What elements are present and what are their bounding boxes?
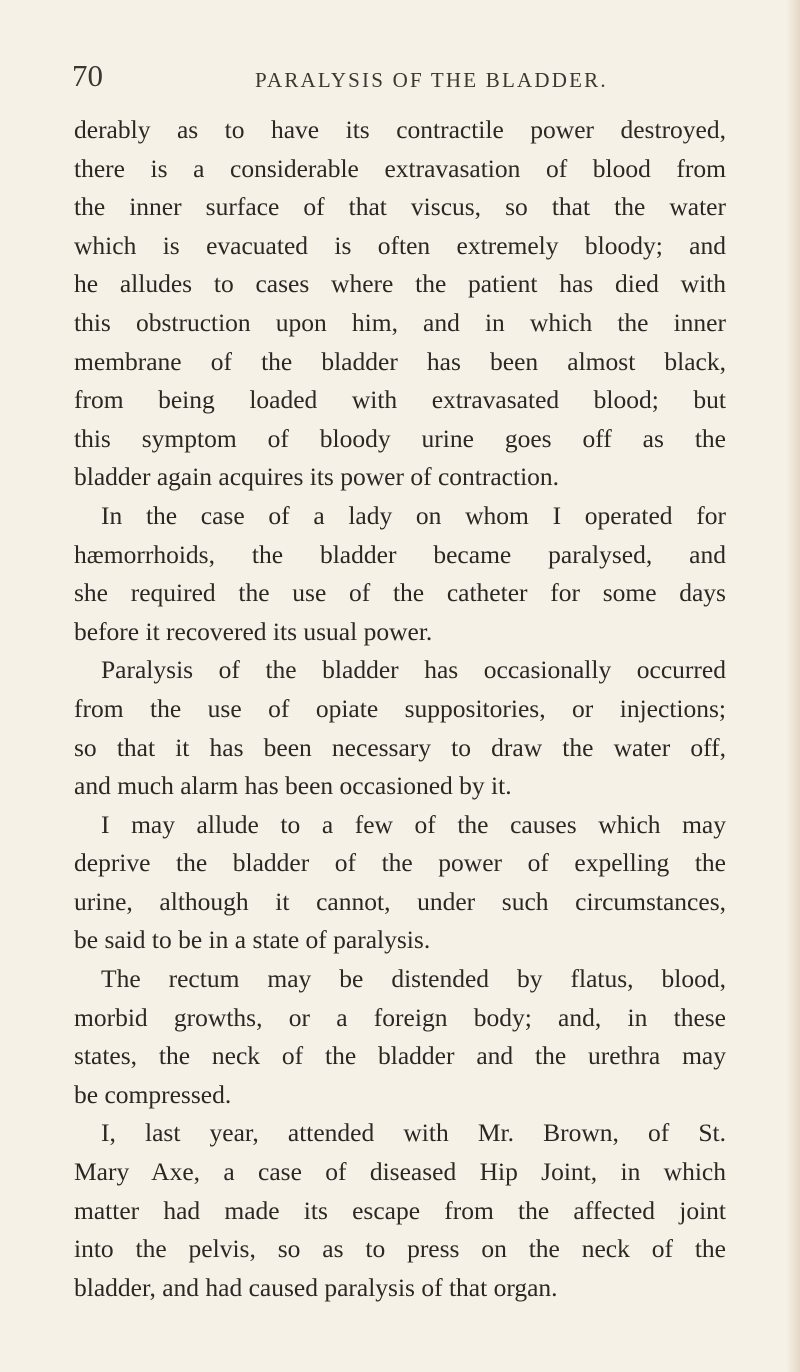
text-line: she required the use of the catheter for some days (74, 578, 726, 608)
text-line: deprive the bladder of the power of expelling the (74, 848, 726, 878)
paragraph-start-line: I may allude to a few of the causes which may (101, 809, 726, 839)
text-line: this symptom of bloody urine goes off as the (74, 423, 726, 453)
text-line: bladder, and had caused paralysis of that organ. (74, 1272, 558, 1302)
paragraph-start-line: Paralysis of the bladder has occasionally occurred (101, 655, 726, 685)
text-line: urine, although it cannot, under such circumstances, (74, 886, 726, 916)
text-line: he alludes to cases where the patient has died with (74, 269, 726, 299)
text-line: states, the neck of the bladder and the urethra may (74, 1041, 726, 1071)
running-title: PARALYSIS OF THE BLADDER. (255, 68, 608, 92)
text-line: membrane of the bladder has been almost black, (74, 346, 726, 376)
text-line: before it recovered its usual power. (74, 616, 433, 646)
paragraph-start-line: The rectum may be distended by flatus, blood, (101, 964, 726, 994)
text-line: hæmorrhoids, the bladder became paralysed, and (74, 539, 726, 569)
text-line: there is a considerable extravasation of blood from (74, 153, 726, 183)
text-line: Mary Axe, a case of diseased Hip Joint, in which (74, 1157, 726, 1187)
paragraph-start-line: In the case of a lady on whom I operated for (101, 500, 726, 530)
text-line: bladder again acquires its power of contraction. (74, 462, 560, 492)
page-number: 70 (72, 58, 103, 93)
text-line: from the use of opiate suppositories, or injections; (74, 693, 726, 723)
text-line: derably as to have its contractile power destroyed, (74, 115, 726, 144)
body-text (74, 111, 726, 1307)
text-line: from being loaded with extravasated blood; but (74, 385, 726, 415)
text-line: morbid growths, or a foreign body; and, in these (74, 1002, 726, 1032)
text-line: this obstruction upon him, and in which the inner (74, 307, 726, 337)
text-line: into the pelvis, so as to press on the neck of the (74, 1234, 726, 1264)
text-line: so that it has been necessary to draw the water off, (74, 732, 726, 762)
text-line: which is evacuated is often extremely bloody; and (74, 230, 726, 260)
text-line: and much alarm has been occasioned by it. (74, 771, 512, 801)
text-line: be compressed. (74, 1079, 232, 1109)
text-line: the inner surface of that viscus, so that the water (74, 192, 726, 222)
text-line: matter had made its escape from the affected joint (74, 1195, 726, 1225)
paragraph-start-line: I, last year, attended with Mr. Brown, of St. (101, 1118, 726, 1148)
running-head (72, 58, 722, 98)
text-line: be said to be in a state of paralysis. (74, 925, 431, 955)
page-edge-shadow (786, 0, 800, 1372)
